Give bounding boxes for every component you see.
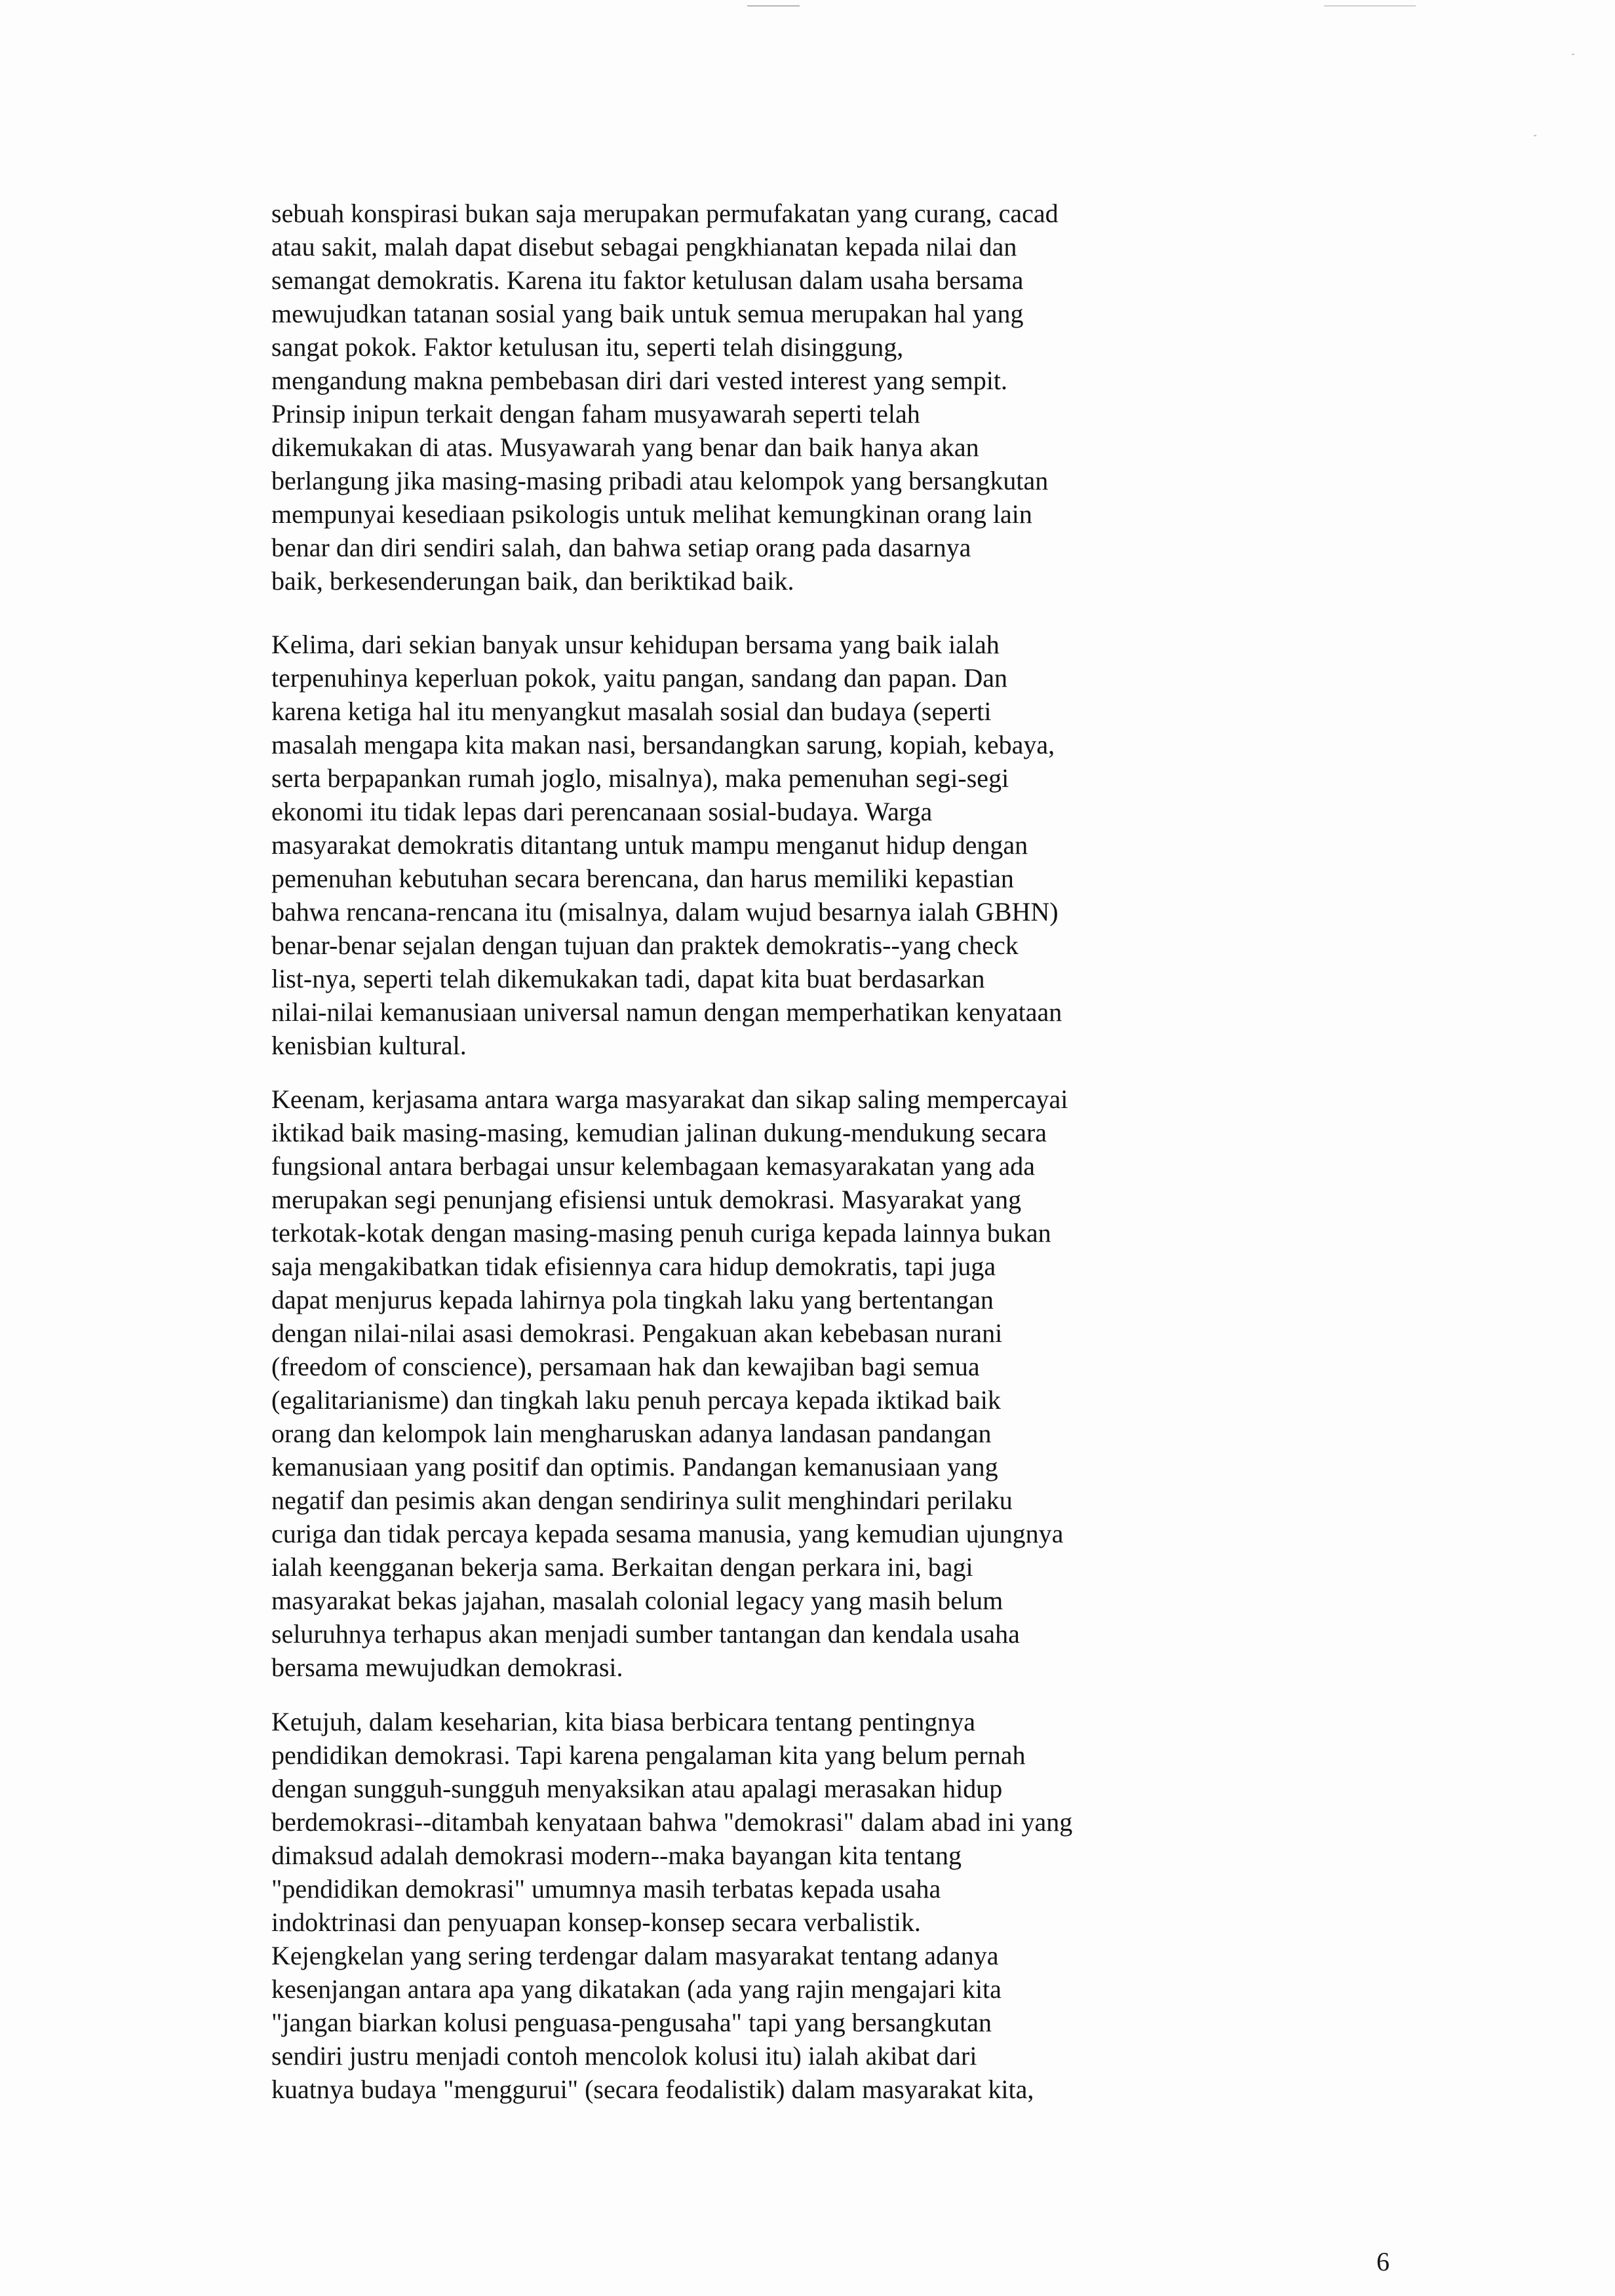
text-line: seluruhnya terhapus akan menjadi sumber tantangan dan kendala usaha bbox=[271, 1619, 1020, 1649]
text-line: Prinsip inipun terkait dengan faham musyawarah seperti telah bbox=[271, 399, 920, 429]
text-line: (freedom of conscience), persamaan hak dan kewajiban bagi semua bbox=[271, 1352, 980, 1381]
text-line: berlangung jika masing-masing pribadi atau kelompok yang bersangkutan bbox=[271, 466, 1049, 495]
paragraph-ketujuh bbox=[271, 1705, 1150, 2106]
text-line: nilai-nilai kemanusiaan universal namun dengan memperhatikan kenyataan bbox=[271, 997, 1062, 1027]
text-line: benar dan diri sendiri salah, dan bahwa setiap orang pada dasarnya bbox=[271, 533, 971, 562]
text-line: Keenam, kerjasama antara warga masyarakat dan sikap saling mempercayai bbox=[271, 1084, 1068, 1114]
text-line: kesenjangan antara apa yang dikatakan (ada yang rajin mengajari kita bbox=[271, 1974, 1002, 2004]
text-line: baik, berkesenderungan baik, dan beriktikad baik. bbox=[271, 566, 794, 596]
scan-artifact bbox=[747, 5, 800, 7]
text-line: sendiri justru menjadi contoh mencolok kolusi itu) ialah akibat dari bbox=[271, 2041, 977, 2071]
page-number: 6 bbox=[1376, 2247, 1390, 2276]
text-line: kenisbian kultural. bbox=[271, 1031, 467, 1060]
text-line: saja mengakibatkan tidak efisiennya cara hidup demokratis, tapi juga bbox=[271, 1252, 996, 1281]
text-line: Kelima, dari sekian banyak unsur kehidupan bersama yang baik ialah bbox=[271, 630, 1000, 659]
text-line: berdemokrasi--ditambah kenyataan bahwa "demokrasi" dalam abad ini yang bbox=[271, 1807, 1073, 1837]
text-line: mengandung makna pembebasan diri dari vested interest yang sempit. bbox=[271, 366, 1008, 395]
text-line: mempunyai kesediaan psikologis untuk melihat kemungkinan orang lain bbox=[271, 499, 1032, 529]
text-line: merupakan segi penunjang efisiensi untuk demokrasi. Masyarakat yang bbox=[271, 1185, 1022, 1214]
paragraph-conspiracy bbox=[271, 197, 1150, 598]
text-line: dapat menjurus kepada lahirnya pola tingkah laku yang bertentangan bbox=[271, 1285, 994, 1314]
scan-artifact bbox=[1534, 135, 1536, 136]
text-line: "pendidikan demokrasi" umumnya masih terbatas kepada usaha bbox=[271, 1874, 941, 1904]
text-line: kuatnya budaya "menggurui" (secara feodalistik) dalam masyarakat kita, bbox=[271, 2075, 1034, 2104]
text-line: iktikad baik masing-masing, kemudian jalinan dukung-mendukung secara bbox=[271, 1118, 1047, 1147]
text-line: pemenuhan kebutuhan secara berencana, dan harus memiliki kepastian bbox=[271, 864, 1014, 893]
text-line: pendidikan demokrasi. Tapi karena pengalaman kita yang belum pernah bbox=[271, 1740, 1026, 1770]
text-line: masyarakat bekas jajahan, masalah colonial legacy yang masih belum bbox=[271, 1586, 1003, 1615]
text-line: list-nya, seperti telah dikemukakan tadi, dapat kita buat berdasarkan bbox=[271, 964, 985, 993]
text-line: "jangan biarkan kolusi penguasa-pengusaha" tapi yang bersangkutan bbox=[271, 2008, 992, 2037]
scan-artifact bbox=[1324, 5, 1416, 7]
text-line: benar-benar sejalan dengan tujuan dan praktek demokratis--yang check bbox=[271, 930, 1019, 960]
text-line: mewujudkan tatanan sosial yang baik untuk semua merupakan hal yang bbox=[271, 299, 1024, 328]
text-line: bersama mewujudkan demokrasi. bbox=[271, 1653, 623, 1682]
text-line: orang dan kelompok lain mengharuskan adanya landasan pandangan bbox=[271, 1419, 992, 1448]
text-line: indoktrinasi dan penyuapan konsep-konsep secara verbalistik. bbox=[271, 1907, 921, 1937]
text-line: Ketujuh, dalam keseharian, kita biasa berbicara tentang pentingnya bbox=[271, 1707, 976, 1736]
text-line: sebuah konspirasi bukan saja merupakan permufakatan yang curang, cacad bbox=[271, 199, 1059, 228]
text-line: masyarakat demokratis ditantang untuk mampu menganut hidup dengan bbox=[271, 830, 1028, 860]
text-line: dengan nilai-nilai asasi demokrasi. Pengakuan akan kebebasan nurani bbox=[271, 1318, 1003, 1348]
text-line: (egalitarianisme) dan tingkah laku penuh percaya kepada iktikad baik bbox=[271, 1385, 1001, 1415]
text-line: Kejengkelan yang sering terdengar dalam masyarakat tentang adanya bbox=[271, 1941, 999, 1970]
text-line: bahwa rencana-rencana itu (misalnya, dalam wujud besarnya ialah GBHN) bbox=[271, 897, 1059, 927]
text-line: ialah keengganan bekerja sama. Berkaitan dengan perkara ini, bagi bbox=[271, 1552, 973, 1582]
text-line: masalah mengapa kita makan nasi, bersandangkan sarung, kopiah, kebaya, bbox=[271, 730, 1055, 759]
text-line: ekonomi itu tidak lepas dari perencanaan sosial-budaya. Warga bbox=[271, 797, 933, 826]
text-line: atau sakit, malah dapat disebut sebagai pengkhianatan kepada nilai dan bbox=[271, 232, 1017, 261]
text-line: karena ketiga hal itu menyangkut masalah sosial dan budaya (seperti bbox=[271, 697, 992, 726]
text-line: kemanusiaan yang positif dan optimis. Pandangan kemanusiaan yang bbox=[271, 1452, 998, 1482]
text-line: dikemukakan di atas. Musyawarah yang benar dan baik hanya akan bbox=[271, 432, 979, 462]
text-line: terpenuhinya keperluan pokok, yaitu pangan, sandang dan papan. Dan bbox=[271, 663, 1007, 693]
text-line: fungsional antara berbagai unsur kelembagaan kemasyarakatan yang ada bbox=[271, 1151, 1036, 1181]
text-line: dengan sungguh-sungguh menyaksikan atau apalagi merasakan hidup bbox=[271, 1774, 1003, 1803]
scan-artifact bbox=[1572, 54, 1574, 55]
text-line: semangat demokratis. Karena itu faktor ketulusan dalam usaha bersama bbox=[271, 265, 1024, 295]
text-line: sangat pokok. Faktor ketulusan itu, seperti telah disinggung, bbox=[271, 332, 904, 362]
text-line: curiga dan tidak percaya kepada sesama manusia, yang kemudian ujungnya bbox=[271, 1519, 1064, 1548]
paragraph-keenam bbox=[271, 1082, 1150, 1684]
text-line: dimaksud adalah demokrasi modern--maka bayangan kita tentang bbox=[271, 1841, 962, 1870]
paragraph-kelima bbox=[271, 628, 1150, 1062]
text-line: negatif dan pesimis akan dengan sendirinya sulit menghindari perilaku bbox=[271, 1485, 1013, 1515]
text-line: serta berpapankan rumah joglo, misalnya), maka pemenuhan segi-segi bbox=[271, 763, 1009, 793]
text-line: terkotak-kotak dengan masing-masing penuh curiga kepada lainnya bukan bbox=[271, 1218, 1051, 1248]
